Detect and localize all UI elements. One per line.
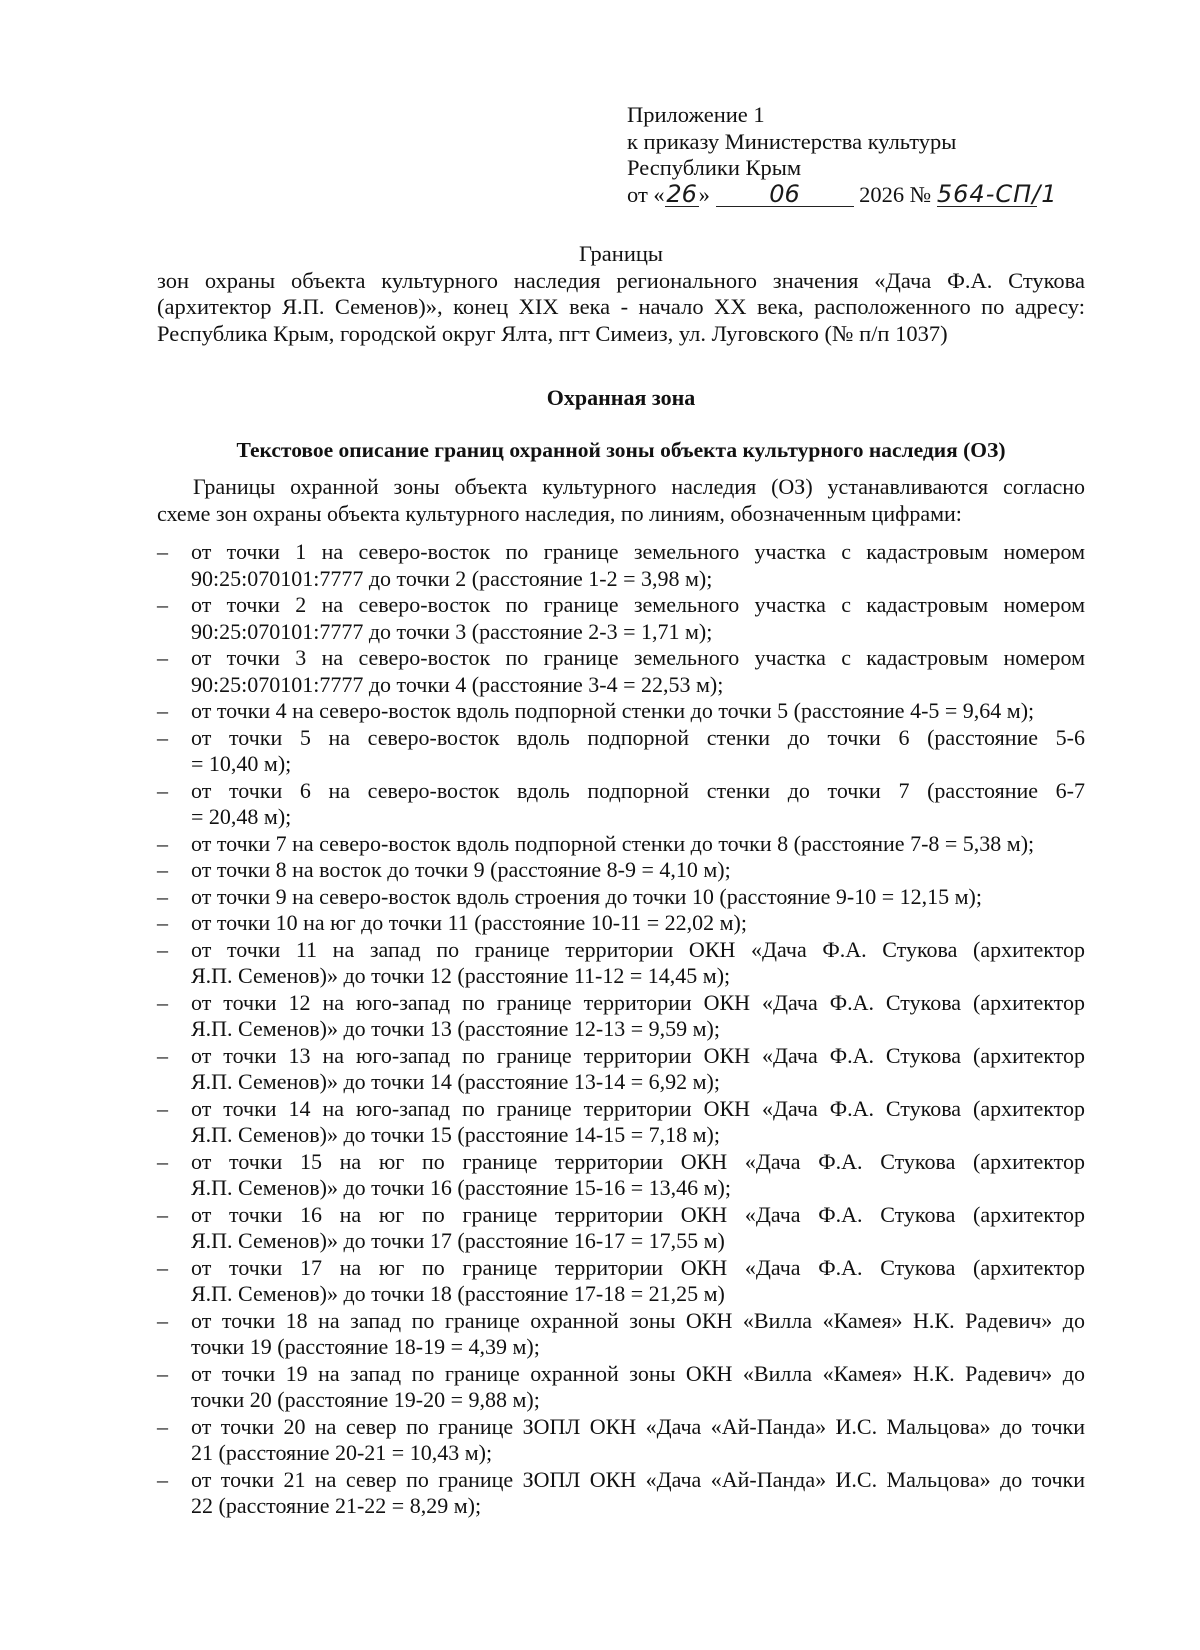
list-item-line-2: Я.П. Семенов)» до точки 12 (расстояние 11-12 = 14,45 м); (191, 963, 731, 988)
list-item-line-1: от точки 5 на северо-восток вдоль подпорной стенки до точки 6 (расстояние 5-6 (191, 724, 1085, 750)
date-month: 06 (716, 182, 854, 207)
list-item-line-1: от точки 19 на запад по границе охранной зоны ОКН «Вилла «Камея» Н.К. Радевич» до (191, 1360, 1085, 1386)
list-dash: – (157, 1307, 168, 1333)
list-item-line-2: 90:25:070101:7777 до точки 2 (расстояние 1-2 = 3,98 м); (191, 565, 713, 591)
list-item-line-1: от точки 14 на юго-запад по границе территории ОКН «Дача Ф.А. Стукова (архитектор (191, 1095, 1085, 1121)
list-dash: – (157, 936, 168, 962)
list-item-line-2: Я.П. Семенов)» до точки 13 (расстояние 12-13 = 9,59 м); (191, 1016, 720, 1041)
title-line-2: зон охраны объекта культурного наследия регионального значения «Дача Ф.А. Стукова (157, 267, 1085, 293)
document-title (157, 241, 1085, 347)
appendix-line-2: к приказу Министерства культуры (627, 128, 957, 154)
zone-heading: Охранная зона (546, 385, 696, 410)
list-item-line-2: 90:25:070101:7777 до точки 4 (расстояние 3-4 = 22,53 м); (191, 671, 724, 697)
list-dash: – (157, 724, 168, 750)
list-item-line-1: от точки 12 на юго-запад по границе территории ОКН «Дача Ф.А. Стукова (архитектор (191, 989, 1085, 1015)
list-item (157, 831, 1085, 858)
list-item-line-1: от точки 7 на северо-восток вдоль подпорной стенки до точки 8 (расстояние 7-8 = 5,38 м); (191, 830, 1035, 856)
list-dash: – (157, 830, 168, 856)
list-item (157, 1255, 1085, 1308)
list-dash: – (157, 1466, 168, 1492)
list-dash: – (157, 883, 168, 909)
list-item (157, 592, 1085, 645)
list-item (157, 539, 1085, 592)
list-item-line-2: 21 (расстояние 20-21 = 10,43 м); (191, 1440, 493, 1465)
list-item (157, 725, 1085, 778)
list-dash: – (157, 645, 168, 670)
boundary-list (157, 539, 1085, 1520)
list-item-line-1: от точки 2 на северо-восток по границе земельного участка с кадастровым номером (191, 592, 1085, 617)
appendix-date-line (627, 179, 1087, 209)
list-item (157, 1308, 1085, 1361)
list-item-line-2: Я.П. Семенов)» до точки 18 (расстояние 17-18 = 21,25 м) (191, 1281, 725, 1306)
list-dash: – (157, 857, 168, 882)
list-item-line-2: Я.П. Семенов)» до точки 16 (расстояние 15-16 = 13,46 м); (191, 1175, 731, 1200)
list-dash: – (157, 910, 168, 935)
list-item-line-1: от точки 18 на запад по границе охранной зоны ОКН «Вилла «Камея» Н.К. Радевич» до (191, 1307, 1085, 1333)
list-dash: – (157, 1360, 168, 1386)
list-item (157, 1096, 1085, 1149)
list-item (157, 778, 1085, 831)
order-number: 564-СП/1 (936, 179, 1058, 208)
list-dash: – (157, 1201, 168, 1227)
appendix-line-3: Республики Крым (627, 155, 802, 180)
date-mid: » (698, 181, 710, 207)
list-dash: – (157, 1254, 168, 1280)
list-dash: – (157, 698, 168, 723)
list-item-line-2: 90:25:070101:7777 до точки 3 (расстояние 2-3 = 1,71 м); (191, 618, 713, 644)
list-item (157, 1202, 1085, 1255)
list-item-line-1: от точки 13 на юго-запад по границе территории ОКН «Дача Ф.А. Стукова (архитектор (191, 1042, 1085, 1068)
list-dash: – (157, 989, 168, 1015)
intro-line-1: Границы охранной зоны объекта культурного наследия (ОЗ) устанавливаются согласно (193, 474, 1085, 499)
list-item (157, 884, 1085, 911)
list-item (157, 910, 1085, 937)
list-item-line-2: 22 (расстояние 21-22 = 8,29 м); (191, 1493, 482, 1518)
appendix-line-1: Приложение 1 (627, 102, 765, 127)
list-item-line-1: от точки 3 на северо-восток по границе земельного участка с кадастровым номером (191, 645, 1085, 670)
list-item-line-1: от точки 11 на запад по границе территории ОКН «Дача Ф.А. Стукова (архитектор (191, 936, 1085, 962)
list-item (157, 1467, 1085, 1520)
list-item-line-1: от точки 20 на север по границе ЗОПЛ ОКН «Дача «Ай-Панда» И.С. Мальцова» до точки (191, 1413, 1085, 1439)
date-day: 26 (666, 179, 697, 208)
list-item-line-1: от точки 4 на северо-восток вдоль подпорной стенки до точки 5 (расстояние 4-5 = 9,64 м); (191, 698, 1035, 723)
date-year: 2026 № (859, 181, 932, 207)
title-line-4: Республика Крым, городской округ Ялта, пгт Симеиз, ул. Луговского (№ п/п 1037) (157, 320, 948, 346)
intro-line-2: схеме зон охраны объекта культурного наследия, по линиям, обозначенным цифрами: (157, 501, 962, 526)
list-item (157, 698, 1085, 725)
list-dash: – (157, 592, 168, 617)
list-item (157, 645, 1085, 698)
list-dash: – (157, 539, 168, 564)
list-item (157, 990, 1085, 1043)
list-dash: – (157, 1095, 168, 1121)
list-item-line-2: точки 19 (расстояние 18-19 = 4,39 м); (191, 1334, 540, 1359)
list-item-line-1: от точки 1 на северо-восток по границе земельного участка с кадастровым номером (191, 539, 1085, 564)
list-item (157, 1414, 1085, 1467)
intro-paragraph (157, 473, 1085, 527)
list-item-line-1: от точки 9 на северо-восток вдоль строения до точки 10 (расстояние 9-10 = 12,15 м); (191, 883, 982, 909)
list-item-line-1: от точки 17 на юг по границе территории ОКН «Дача Ф.А. Стукова (архитектор (191, 1254, 1085, 1280)
list-item-line-2: = 20,48 м); (191, 804, 292, 829)
list-item-line-2: Я.П. Семенов)» до точки 14 (расстояние 13-14 = 6,92 м); (191, 1069, 720, 1094)
description-heading: Текстовое описание границ охранной зоны объекта культурного наследия (ОЗ) (236, 438, 1006, 462)
list-item-line-1: от точки 21 на север по границе ЗОПЛ ОКН «Дача «Ай-Панда» И.С. Мальцова» до точки (191, 1466, 1085, 1492)
title-line-3: (архитектор Я.П. Семенов)», конец XIX века - начало XX века, расположенного по адресу: (157, 294, 1085, 319)
list-dash: – (157, 1148, 168, 1174)
list-item-line-1: от точки 8 на восток до точки 9 (расстояние 8-9 = 4,10 м); (191, 857, 731, 882)
list-dash: – (157, 1413, 168, 1439)
title-line-1: Границы (578, 241, 664, 266)
list-dash: – (157, 777, 168, 803)
list-item-line-2: точки 20 (расстояние 19-20 = 9,88 м); (191, 1387, 540, 1412)
appendix-block (627, 102, 1087, 208)
list-item-line-1: от точки 15 на юг по границе территории ОКН «Дача Ф.А. Стукова (архитектор (191, 1148, 1085, 1174)
list-item-line-2: Я.П. Семенов)» до точки 15 (расстояние 14-15 = 7,18 м); (191, 1122, 720, 1147)
date-prefix: от « (627, 181, 665, 207)
list-item (157, 1361, 1085, 1414)
list-item-line-2: = 10,40 м); (191, 751, 292, 776)
list-item (157, 1043, 1085, 1096)
list-item-line-1: от точки 16 на юг по границе территории ОКН «Дача Ф.А. Стукова (архитектор (191, 1201, 1085, 1227)
list-item-line-2: Я.П. Семенов)» до точки 17 (расстояние 16-17 = 17,55 м) (191, 1228, 725, 1253)
list-item (157, 1149, 1085, 1202)
list-item-line-1: от точки 10 на юг до точки 11 (расстояние 10-11 = 22,02 м); (191, 910, 747, 935)
list-item (157, 857, 1085, 884)
list-item-line-1: от точки 6 на северо-восток вдоль подпорной стенки до точки 7 (расстояние 6-7 (191, 777, 1085, 803)
list-dash: – (157, 1042, 168, 1068)
list-item (157, 937, 1085, 990)
